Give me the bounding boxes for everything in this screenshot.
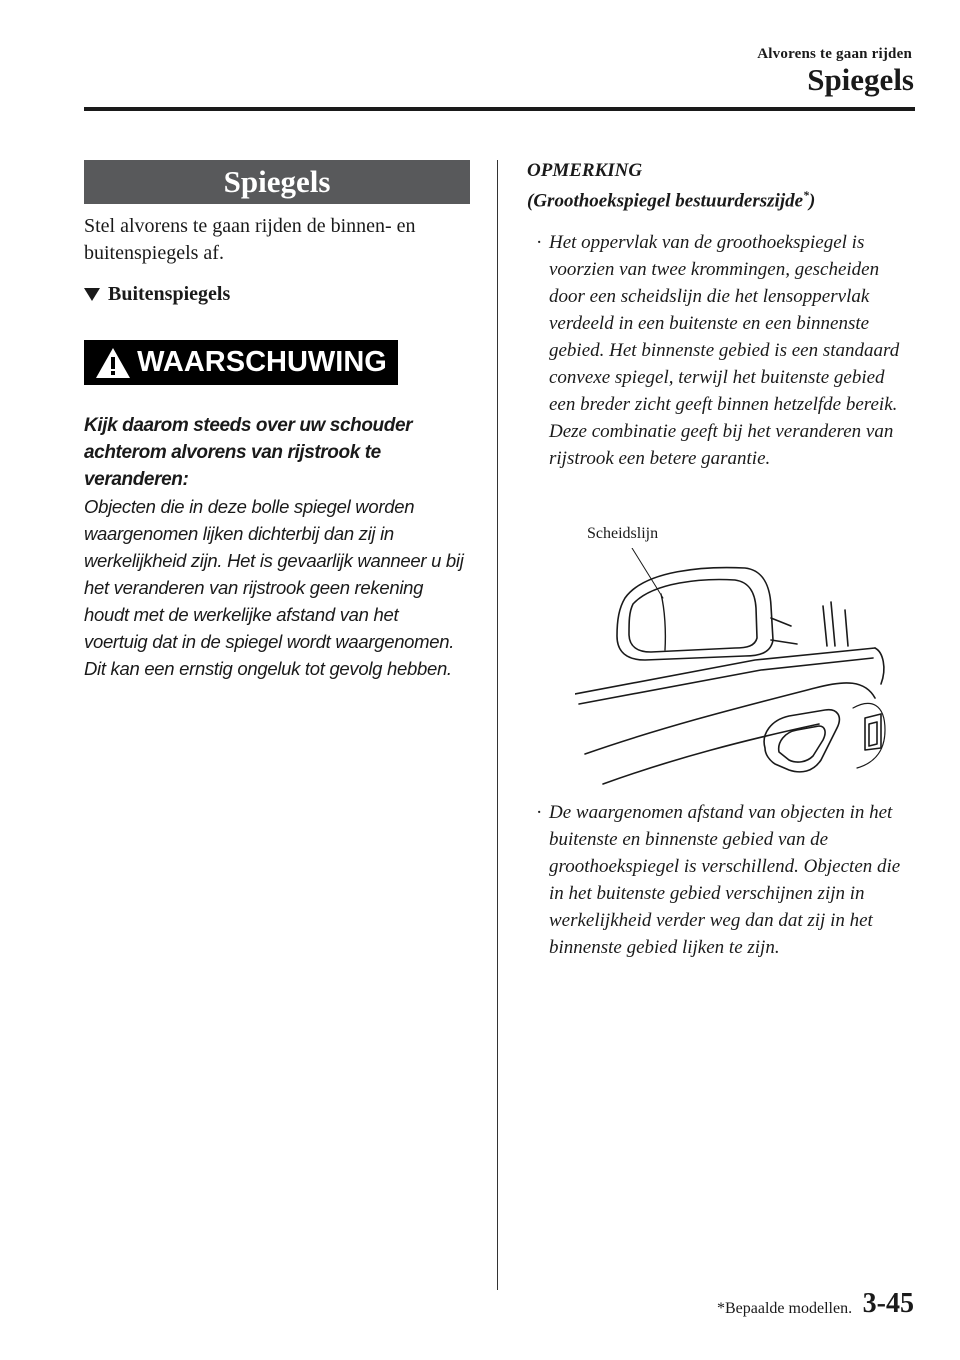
- mirror-illustration: [575, 548, 887, 794]
- note-subtitle-mark: *: [803, 188, 810, 202]
- triangle-down-icon: [84, 288, 100, 301]
- bullet-text: Het oppervlak van de groothoekspiegel is voorzien van twee krommingen, gescheiden door een scheidslijn die het lensoppervlak verdeeld in een buitenste en een binnenste gebied. Het binnenste gebied is een standaard convexe spiegel, terwijl het buitenste gebied een breder zicht geeft binnen hetzelfde bereik. Deze combinatie geeft bij het veranderen van rijstrook een betere garantie.: [549, 232, 900, 469]
- list-item: [536, 229, 911, 472]
- bullet-dot: ·: [536, 802, 543, 823]
- note-subtitle: [527, 188, 815, 212]
- intro-text: Stel alvorens te gaan rijden de binnen- en buitenspiegels af.: [84, 215, 416, 264]
- warning-lead: Kijk daarom steeds over uw schouder achterom alvorens van rijstrook te veranderen:: [84, 415, 413, 490]
- note-title: OPMERKING: [527, 160, 643, 181]
- warning-icon: [95, 347, 131, 379]
- section-title-banner: Spiegels: [84, 160, 470, 204]
- warning-banner: [84, 340, 398, 385]
- footnote: *Bepaalde modellen.: [717, 1300, 853, 1317]
- subheading-label: Buitenspiegels: [108, 283, 231, 305]
- warning-label: WAARSCHUWING: [137, 346, 387, 378]
- header-chapter: Alvorens te gaan rijden: [757, 46, 912, 62]
- figure-label: Scheidslijn: [587, 525, 659, 542]
- note-subtitle-close: ): [809, 190, 816, 212]
- list-item: [536, 799, 911, 961]
- subheading: [84, 283, 230, 306]
- note-subtitle-text: (Groothoekspiegel bestuurderszijde: [527, 190, 804, 212]
- page-title: Spiegels: [807, 62, 914, 97]
- page-number: 3-45: [862, 1288, 914, 1319]
- bullet-dot: ·: [536, 232, 543, 253]
- bullet-text: De waargenomen afstand van objecten in het buitenste en binnenste gebied van de groothoekspiegel is verschillend. Objecten die in het buitenste gebied verschijnen zijn in werkelijkheid verder weg dan dat zij in het binnenste gebied lijken te zijn.: [549, 802, 901, 958]
- warning-body: Objecten die in deze bolle spiegel worden waargenomen lijken dichterbij dan zij in werkelijkheid zijn. Het is gevaarlijk wanneer u bij het veranderen van rijstrook geen rekening houdt met de werkelijke afstand van het voertuig dat in de spiegel wordt waargenomen. Dit kan een ernstig ongeluk tot gevolg hebben.: [84, 496, 464, 679]
- header-rule: [84, 107, 915, 111]
- column-divider: [497, 160, 498, 1290]
